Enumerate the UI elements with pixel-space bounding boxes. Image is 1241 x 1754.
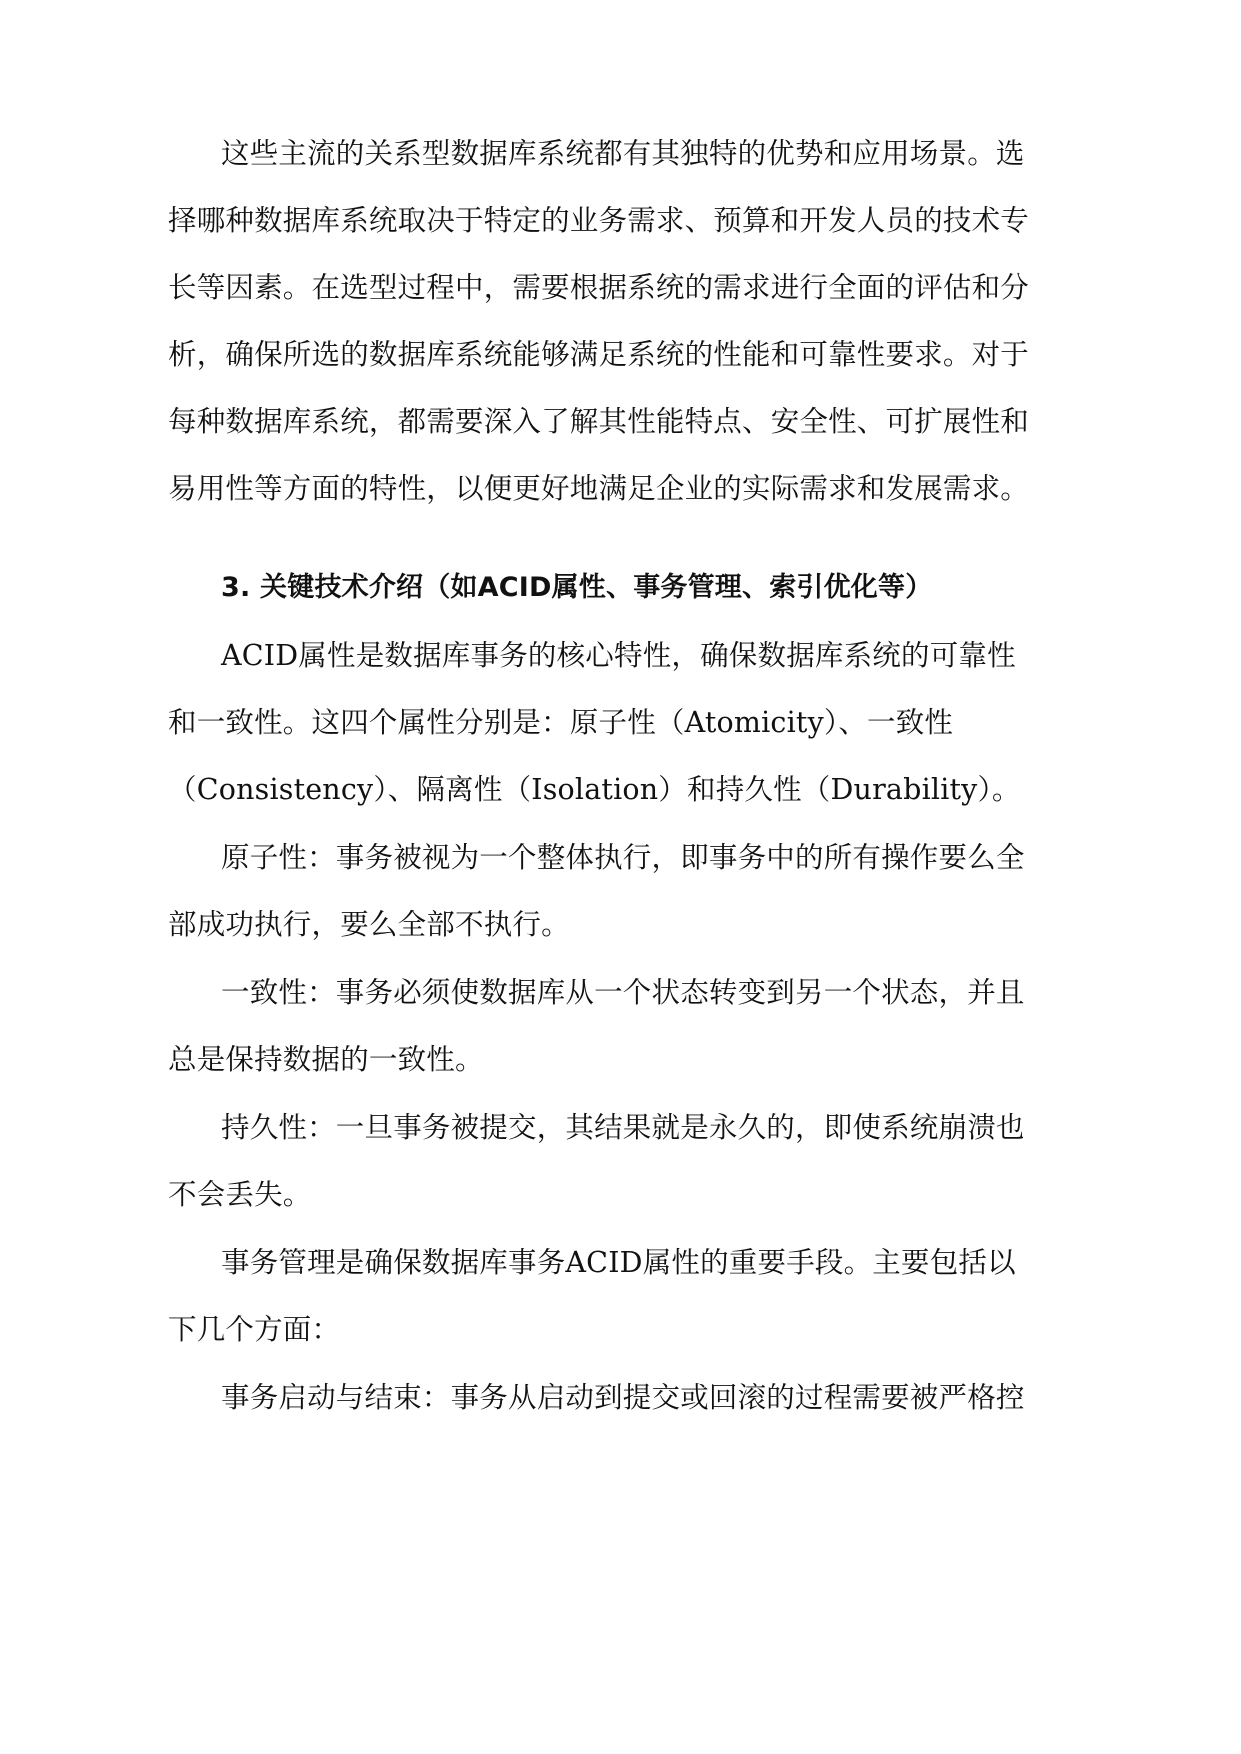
paragraph-3-line-1: 原子性：事务被视为一个整体执行，即事务中的所有操作要么全: [221, 841, 1025, 874]
paragraph-2-line-3: （Consistency）、隔离性（Isolation）和持久性（Durability）。: [168, 773, 1021, 806]
paragraph-4-line-2: 总是保持数据的一致性。: [168, 1043, 484, 1076]
paragraph-7-line-1: 事务启动与结束：事务从启动到提交或回滚的过程需要被严格控: [221, 1381, 1025, 1414]
paragraph-6-line-1: 事务管理是确保数据库事务ACID属性的重要手段。主要包括以: [221, 1246, 1016, 1279]
paragraph-1-line-2: 择哪种数据库系统取决于特定的业务需求、预算和开发人员的技术专: [168, 204, 1030, 237]
paragraph-5-line-2: 不会丢失。: [168, 1178, 312, 1211]
paragraph-1-line-3: 长等因素。在选型过程中，需要根据系统的需求进行全面的评估和分: [168, 271, 1030, 304]
paragraph-4-line-1: 一致性：事务必须使数据库从一个状态转变到另一个状态，并且: [221, 976, 1025, 1009]
paragraph-2-line-1: ACID属性是数据库事务的核心特性，确保数据库系统的可靠性: [221, 639, 1016, 672]
paragraph-6-line-2: 下几个方面：: [168, 1313, 341, 1346]
paragraph-1-line-5: 每种数据库系统，都需要深入了解其性能特点、安全性、可扩展性和: [168, 405, 1030, 438]
paragraph-3-line-2: 部成功执行，要么全部不执行。: [168, 908, 570, 941]
paragraph-1-line-1: 这些主流的关系型数据库系统都有其独特的优势和应用场景。选: [221, 137, 1025, 170]
section-heading: 3. 关键技术介绍（如ACID属性、事务管理、索引优化等）: [221, 572, 933, 603]
paragraph-2-line-2: 和一致性。这四个属性分别是：原子性（Atomicity）、一致性: [168, 706, 954, 739]
paragraph-1-line-6: 易用性等方面的特性，以便更好地满足企业的实际需求和发展需求。: [168, 472, 1030, 505]
paragraph-1-line-4: 析，确保所选的数据库系统能够满足系统的性能和可靠性要求。对于: [168, 338, 1030, 371]
paragraph-5-line-1: 持久性：一旦事务被提交，其结果就是永久的，即使系统崩溃也: [221, 1111, 1025, 1144]
